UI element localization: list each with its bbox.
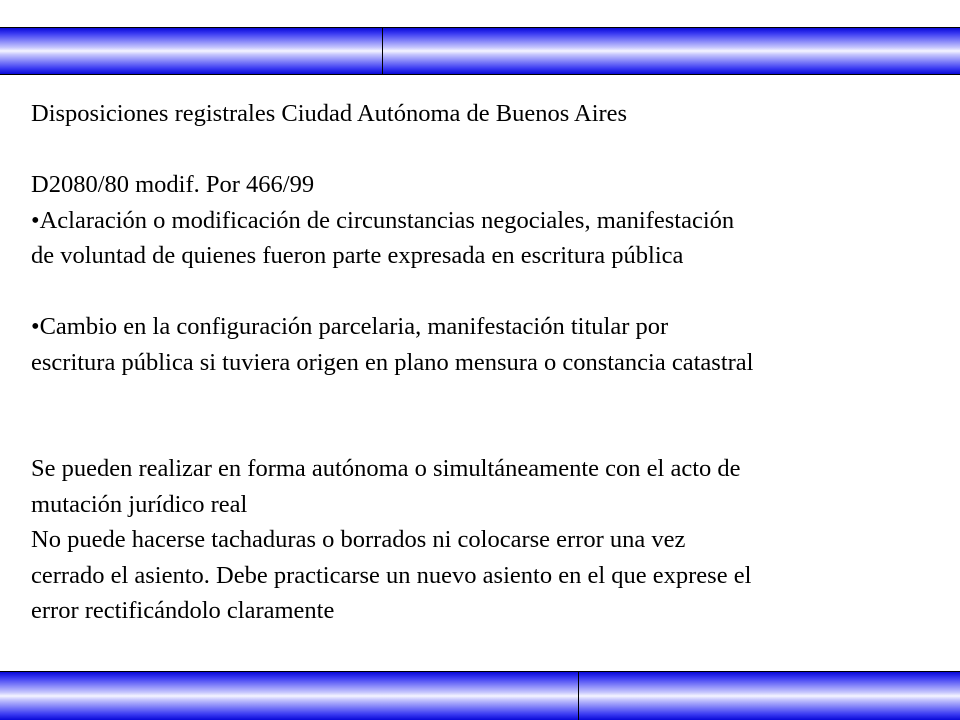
paragraph-2-line-1: No puede hacerse tachaduras o borrados ni colocarse error una vez	[31, 526, 686, 553]
spacer	[31, 274, 960, 310]
top-bar-divider	[382, 28, 383, 74]
paragraph-1-line-1: Se pueden realizar en forma autónoma o simultáneamente con el acto de	[31, 455, 741, 482]
bottom-bar-divider	[578, 672, 579, 720]
top-decorative-bar	[0, 27, 960, 75]
decree-reference: D2080/80 modif. Por 466/99	[31, 171, 315, 198]
bullet-1-line-1: •Aclaración o modificación de circunstancias negociales, manifestación	[31, 206, 735, 234]
slide-title: Disposiciones registrales Ciudad Autónoma de Buenos Aires	[31, 100, 628, 127]
spacer	[31, 380, 960, 416]
paragraph-2-line-3: error rectificándolo claramente	[31, 597, 335, 624]
bullet-2-line-2: escritura pública si tuviera origen en plano mensura o constancia catastral	[31, 348, 754, 376]
bottom-decorative-bar	[0, 671, 960, 720]
paragraph-2-line-2: cerrado el asiento. Debe practicarse un nuevo asiento en el que exprese el	[31, 561, 752, 589]
paragraph-1-line-2: mutación jurídico real	[31, 490, 248, 518]
spacer	[31, 416, 960, 452]
bullet-2-line-1: •Cambio en la configuración parcelaria, manifestación titular por	[31, 313, 669, 340]
slide-body	[31, 96, 960, 629]
bullet-1-line-2: de voluntad de quienes fueron parte expresada en escritura pública	[31, 242, 684, 269]
spacer	[31, 132, 960, 168]
